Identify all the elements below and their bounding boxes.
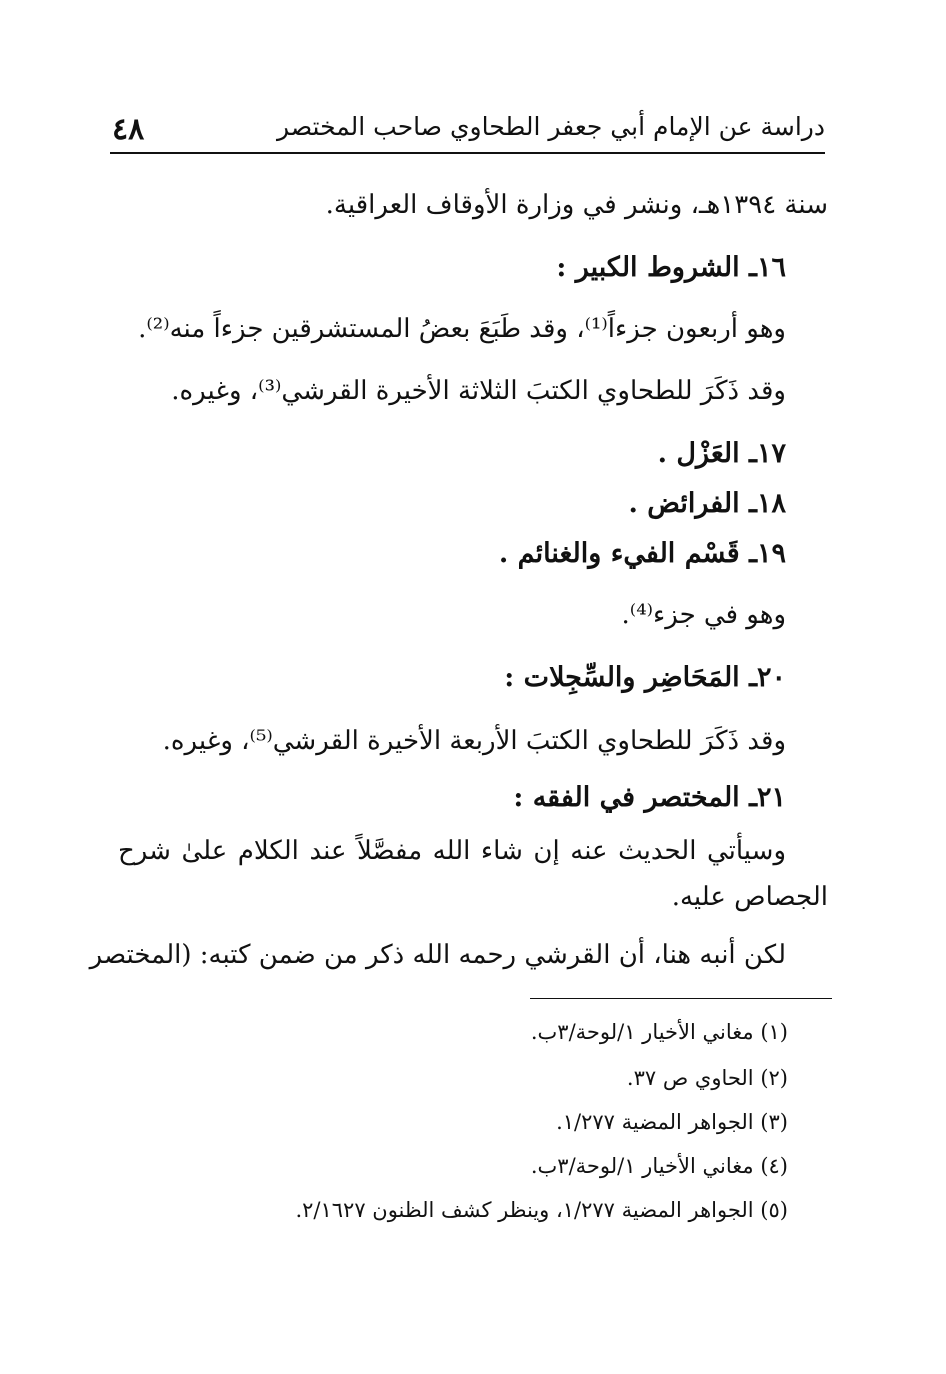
body-line: وهو في جزء⁽⁴⁾. — [621, 600, 786, 630]
section-heading-16: ١٦ـ الشروط الكبير : — [556, 252, 786, 283]
body-line: لكن أنبه هنا، أن القرشي رحمه الله ذكر من ضمن كتبه: (المختصر — [89, 940, 786, 970]
footnote: (٤) مغاني الأخيار ١/لوحة/٣ب. — [530, 1154, 788, 1178]
page-number: ٤٨ — [112, 112, 145, 147]
body-line: وقد ذَكَرَ للطحاوي الكتبَ الأربعة الأخيرة القرشي⁽⁵⁾، وغيره. — [162, 726, 786, 756]
body-line: وهو أربعون جزءاً⁽¹⁾، وقد طَبَعَ بعضُ المستشرقين جزءاً منه⁽²⁾. — [138, 314, 786, 344]
header-rule — [110, 152, 825, 154]
body-line: وقد ذَكَرَ للطحاوي الكتبَ الثلاثة الأخيرة القرشي⁽³⁾، وغيره. — [171, 376, 786, 406]
footnote: (٣) الجواهر المضية ١/٢٧٧. — [556, 1110, 788, 1134]
footnote: (٢) الحاوي ص ٣٧. — [626, 1066, 788, 1090]
page-header — [110, 112, 825, 154]
body-line: الجصاص عليه. — [671, 882, 828, 912]
footnote-separator — [530, 998, 832, 999]
body-line: وسيأتي الحديث عنه إن شاء الله مفصَّلاً عند الكلام علىٰ شرح — [118, 836, 786, 866]
section-heading-18: ١٨ـ الفرائض . — [628, 488, 786, 519]
section-heading-19: ١٩ـ قَسْم الفيء والغنائم . — [498, 538, 786, 569]
body-line: سنة ١٣٩٤هـ، ونشر في وزارة الأوقاف العراقية. — [325, 190, 828, 220]
section-heading-20: ٢٠ـ المَحَاضِر والسِّجِلات : — [504, 662, 786, 693]
section-heading-21: ٢١ـ المختصر في الفقه : — [513, 782, 786, 813]
running-title: دراسة عن الإمام أبي جعفر الطحاوي صاحب المختصر — [277, 112, 825, 141]
section-heading-17: ١٧ـ العَزْل . — [657, 438, 786, 469]
footnote: (٥) الجواهر المضية ١/٢٧٧، وينظر كشف الظنون ٢/١٦٢٧. — [295, 1198, 788, 1222]
footnote: (١) مغاني الأخيار ١/لوحة/٣ب. — [530, 1020, 788, 1044]
